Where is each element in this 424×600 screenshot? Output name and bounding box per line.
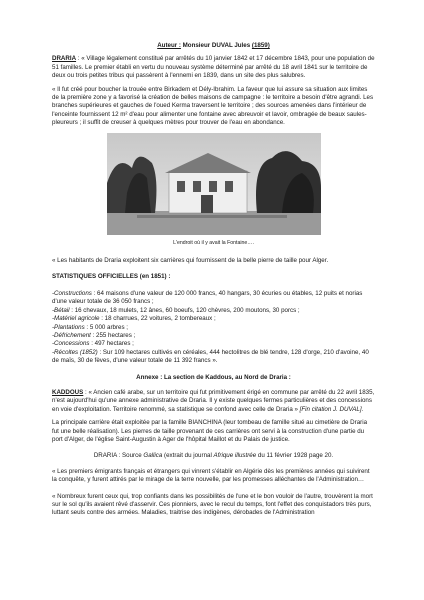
- stats-line-label: -Récoltes (1852): [52, 348, 100, 356]
- fountain-photo: [107, 133, 321, 235]
- stats-line: -Récoltes (1852) : Sur 109 hectares cultivés en céréales, 444 hectolitres de blé tendre, 128 d'orge, 210 d'avoine, 40 de maïs, 30 de fèves, d'une valeur totale de 11 392 francs ».: [52, 348, 369, 365]
- photo-container: [52, 133, 375, 238]
- source-middle: (extrait du journal: [162, 452, 214, 460]
- stats-line: -Bétail : 16 chevaux, 18 mulets, 12 ânes, 60 boeufs, 120 chèvres, 200 moutons, 30 porcs ;: [52, 306, 300, 314]
- stats-list: [52, 290, 375, 366]
- kaddous-lead: KADDOUS: [52, 388, 84, 396]
- stats-line-label: -Bétail: [52, 306, 72, 314]
- stats-line-label: -Concessions: [52, 340, 92, 348]
- stats-line: -Matériel agricole : 18 charrues, 22 voitures, 2 tombereaux ;: [52, 315, 216, 323]
- stats-line-label: -Constructions: [52, 289, 94, 297]
- fountain-paragraph: « Il fut créé pour boucher la trouée entre Birkadem et Dély-Ibrahim. La faveur que lui assure sa situation aux limites de la première zone y a favorisé la création de belles maisons de campagne : le territoire a besoin d'être agrandi. Les branches supérieures et gauches de l'oued Kerma traversent le territoire ; des sources amenées dans l'intérieur de l'enceinte fournissent 12 m² d'eau pour alimenter une fontaine avec abreuvoir et lavoir, ombragée de beaux saules-pleureurs ; il suffit de creuser à quelques mètres pour trouver de l'eau en abondance.: [52, 85, 374, 127]
- kaddous-citation: [Fin citation J. DUVAL].: [299, 405, 364, 413]
- stats-line-label: -Matériel agricole: [52, 315, 102, 323]
- draria-text: : « Village légalement constitué par arrêtés du 10 janvier 1842 et 17 décembre 1843, pour une population de 51 familles. Le premier établi en vertu du nouveau système déterminé par arrêté du 18 avril 1841 sur le territoire de deux ou trois petites tribus qui passèrent à l'ennemi en 1839, dans un site des plus salubres.: [52, 55, 375, 80]
- fountain-photo-image: [107, 133, 321, 235]
- stats-line: -Constructions : 64 maisons d'une valeur de 120 000 francs, 40 hangars, 30 écuries ou étables, 12 puits et norias d'une valeur totale de 36 050 francs ;: [52, 289, 363, 306]
- kaddous-paragraph: [52, 389, 375, 414]
- draria-paragraph: [52, 55, 375, 80]
- stats-line: -Plantations : 5 000 arbres ;: [52, 323, 129, 331]
- draria-lead: DRARIA: [52, 55, 77, 63]
- stats-title: STATISTIQUES OFFICIELLES (en 1851) :: [52, 273, 171, 281]
- author-label: Auteur :: [157, 42, 181, 49]
- annexe-title: Annexe : La section de Kaddous, au Nord de Draria :: [136, 373, 291, 381]
- source-prefix: DRARIA : Source: [93, 452, 144, 460]
- source-line: [52, 452, 375, 460]
- source-gallica: Gallica: [143, 452, 163, 460]
- source-journal: Afrique illustrée: [213, 452, 257, 460]
- author-name: Monsieur DUVAL Jules: [182, 42, 251, 49]
- author-line: [52, 42, 375, 50]
- author-year: (1859): [251, 42, 270, 49]
- nombreux-paragraph: « Nombreux furent ceux qui, trop confiants dans les possibilités de l'une et le bon vouloir de l'autre, trouvèrent la mort sur le sol qu'ils avaient rêvé d'asservir. Ces pionniers, avec le recul du temps, font l'effet des conquistadors très purs, luttant seuls contre des armées. Maladies, traitrise des indigènes, dérobades de l'Administration: [52, 492, 373, 517]
- bianchina-paragraph: La principale carrière était exploitée par la famille BIANCHINA (leur tombeau de famille situé au cimetière de Draria fut une belle réalisation). Les pierres de taille provenant de ces carrières ont servi à la construction d'une partie du port d'Alger, de l'église Saint-Augustin à Ager de l'hôpital Maillot et du Palais de justice.: [52, 419, 368, 443]
- emigrants-paragraph: « Les premiers émigrants français et étrangers qui vinrent s'établir en Algérie dès les premières années qui suivirent la conquête, y furent attirés par le mirage de la terre nouvelle, par les promesses alléchantes de l'Administration…: [52, 467, 370, 484]
- stats-line-label: -Défrichement: [52, 331, 93, 339]
- kaddous-text: : « Ancien café arabe, sur un territoire qui fut primitivement érigé en commune par arrêté du 22 avril 1835, n'est aujourd'hui qu'une annexe administrative de Draria. Il y existe quelques fermes particulières et des concessions en voie d'exploitation. Territoire renommé, sa statistique se confond avec celle de Draria »: [52, 388, 375, 413]
- source-suffix: du 11 février 1928 page 20.: [256, 452, 334, 460]
- quarries-paragraph: « Les habitants de Draria exploitent six carrières qui fournissent de la belle pierre de taille pour Alger.: [52, 257, 329, 265]
- stats-line: -Concessions : 497 hectares ;: [52, 340, 134, 348]
- photo-caption: L'endroit où il y avait la Fontaine….: [173, 240, 254, 247]
- stats-line-label: -Plantations: [52, 323, 87, 331]
- stats-line: -Défrichement : 255 hectares ;: [52, 331, 136, 339]
